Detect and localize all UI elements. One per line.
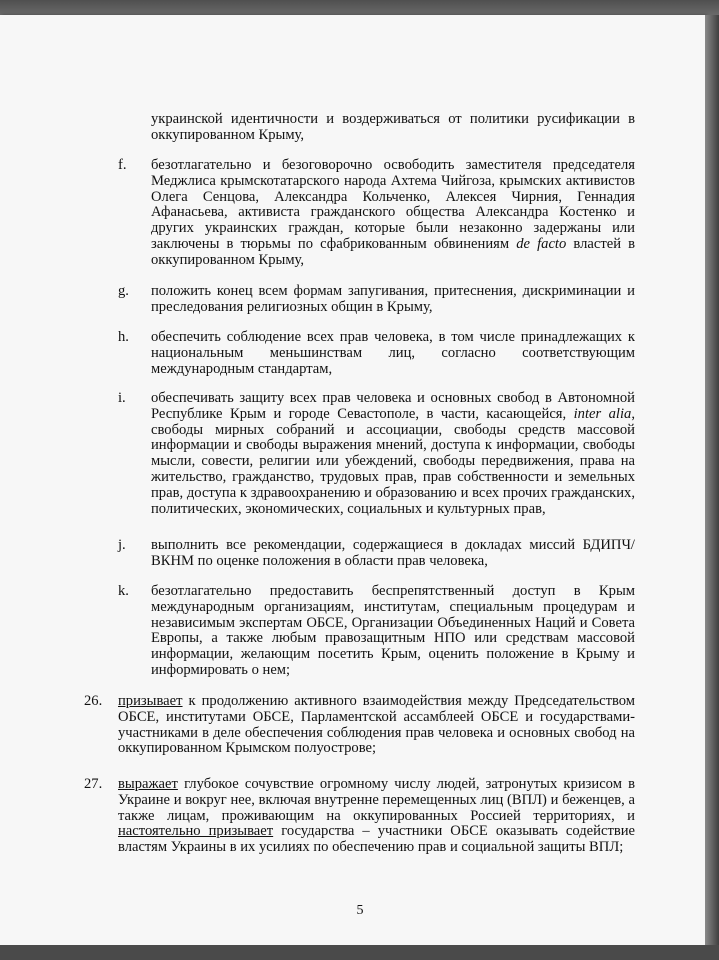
- item-text-j: выполнить все рекомендации, содержащиеся в докладах миссий БДИПЧ/ВКНМ по оценке положения в области прав человека,: [151, 537, 635, 569]
- paragraph-26: призывает к продолжению активного взаимодействия между Председательством ОБСЕ, институтами ОБСЕ, Парламентской ассамблеей ОБСЕ и государствами-участниками в деле обеспечения соблюдения прав человека и основных свобод на оккупированном Крымском полуострове;: [118, 693, 635, 757]
- item-label-j: j.: [118, 537, 126, 553]
- paragraph-number-27: 27.: [84, 776, 103, 792]
- document-page: [0, 15, 705, 945]
- viewer-right-shadow: [705, 15, 719, 945]
- viewer-top-edge: [0, 0, 719, 15]
- page-number: 5: [356, 903, 364, 918]
- item-text-f: безотлагательно и безоговорочно освободить заместителя председателя Меджлиса крымскотатарского народа Ахтема Чийгоза, крымских активистов Олега Сенцова, Александра Кольченко, Алексея Чирния, Геннадия Афанасьева, активиста гражданского общества Александра Костенко и других украинских граждан, которые были незаконно задержаны или заключены в тюрьмы по сфабрикованным обвинениям de facto властей в оккупированном Крыму,: [151, 157, 636, 268]
- item-text-i: обеспечивать защиту всех прав человека и основных свобод в Автономной Республике Крым и городе Севастополе, в части, касающейся, inter alia, свободы мирных собраний и ассоциации, свободы средств массовой информации и свободы выражения мнений, доступа к информации, свободы мысли, совести, религии или убеждений, свободы передвижения, права на жительство, гражданство, трудовых прав, прав собственности и земельных прав, доступа к здравоохранению и образованию и всех прочих гражданских, политических, экономических, социальных и культурных прав,: [151, 390, 635, 517]
- item-label-h: h.: [118, 329, 129, 345]
- item-text-g: положить конец всем формам запугивания, притеснения, дискриминации и преследования религиозных общин в Крыму,: [151, 283, 635, 315]
- item-text-h: обеспечить соблюдение всех прав человека, в том числе принадлежащих к национальным меньшинствам лиц, согласно соответствующим международным стандартам,: [151, 329, 635, 377]
- item-label-f: f.: [118, 157, 127, 173]
- item-label-g: g.: [118, 283, 129, 299]
- paragraph-27: выражает глубокое сочувствие огромному числу людей, затронутых кризисом в Украине и вокруг нее, включая внутренне перемещенных лиц (ВПЛ) и беженцев, а также лицам, проживающим на оккупированных Россией территориях, и настоятельно призывает государства – участники ОБСЕ оказывать содействие властям Украины в их усилиях по обеспечению прав и социальной защиты ВПЛ;: [118, 776, 636, 856]
- item-label-k: k.: [118, 583, 129, 599]
- continuation-paragraph: украинской идентичности и воздерживаться от политики русификации в оккупированном Крыму,: [151, 111, 635, 143]
- item-label-i: i.: [118, 390, 126, 406]
- paragraph-number-26: 26.: [84, 693, 103, 709]
- viewer-bottom-edge: [0, 945, 719, 960]
- item-text-k: безотлагательно предоставить беспрепятственный доступ в Крым международным организациям, институтам, специальным процедурам и независимым экспертам ОБСЕ, Организации Объединенных Наций и Совета Европы, а также любым правозащитным НПО или средствам массовой информации, желающим посетить Крым, оценить положение в Крыму и информировать о нем;: [151, 583, 635, 678]
